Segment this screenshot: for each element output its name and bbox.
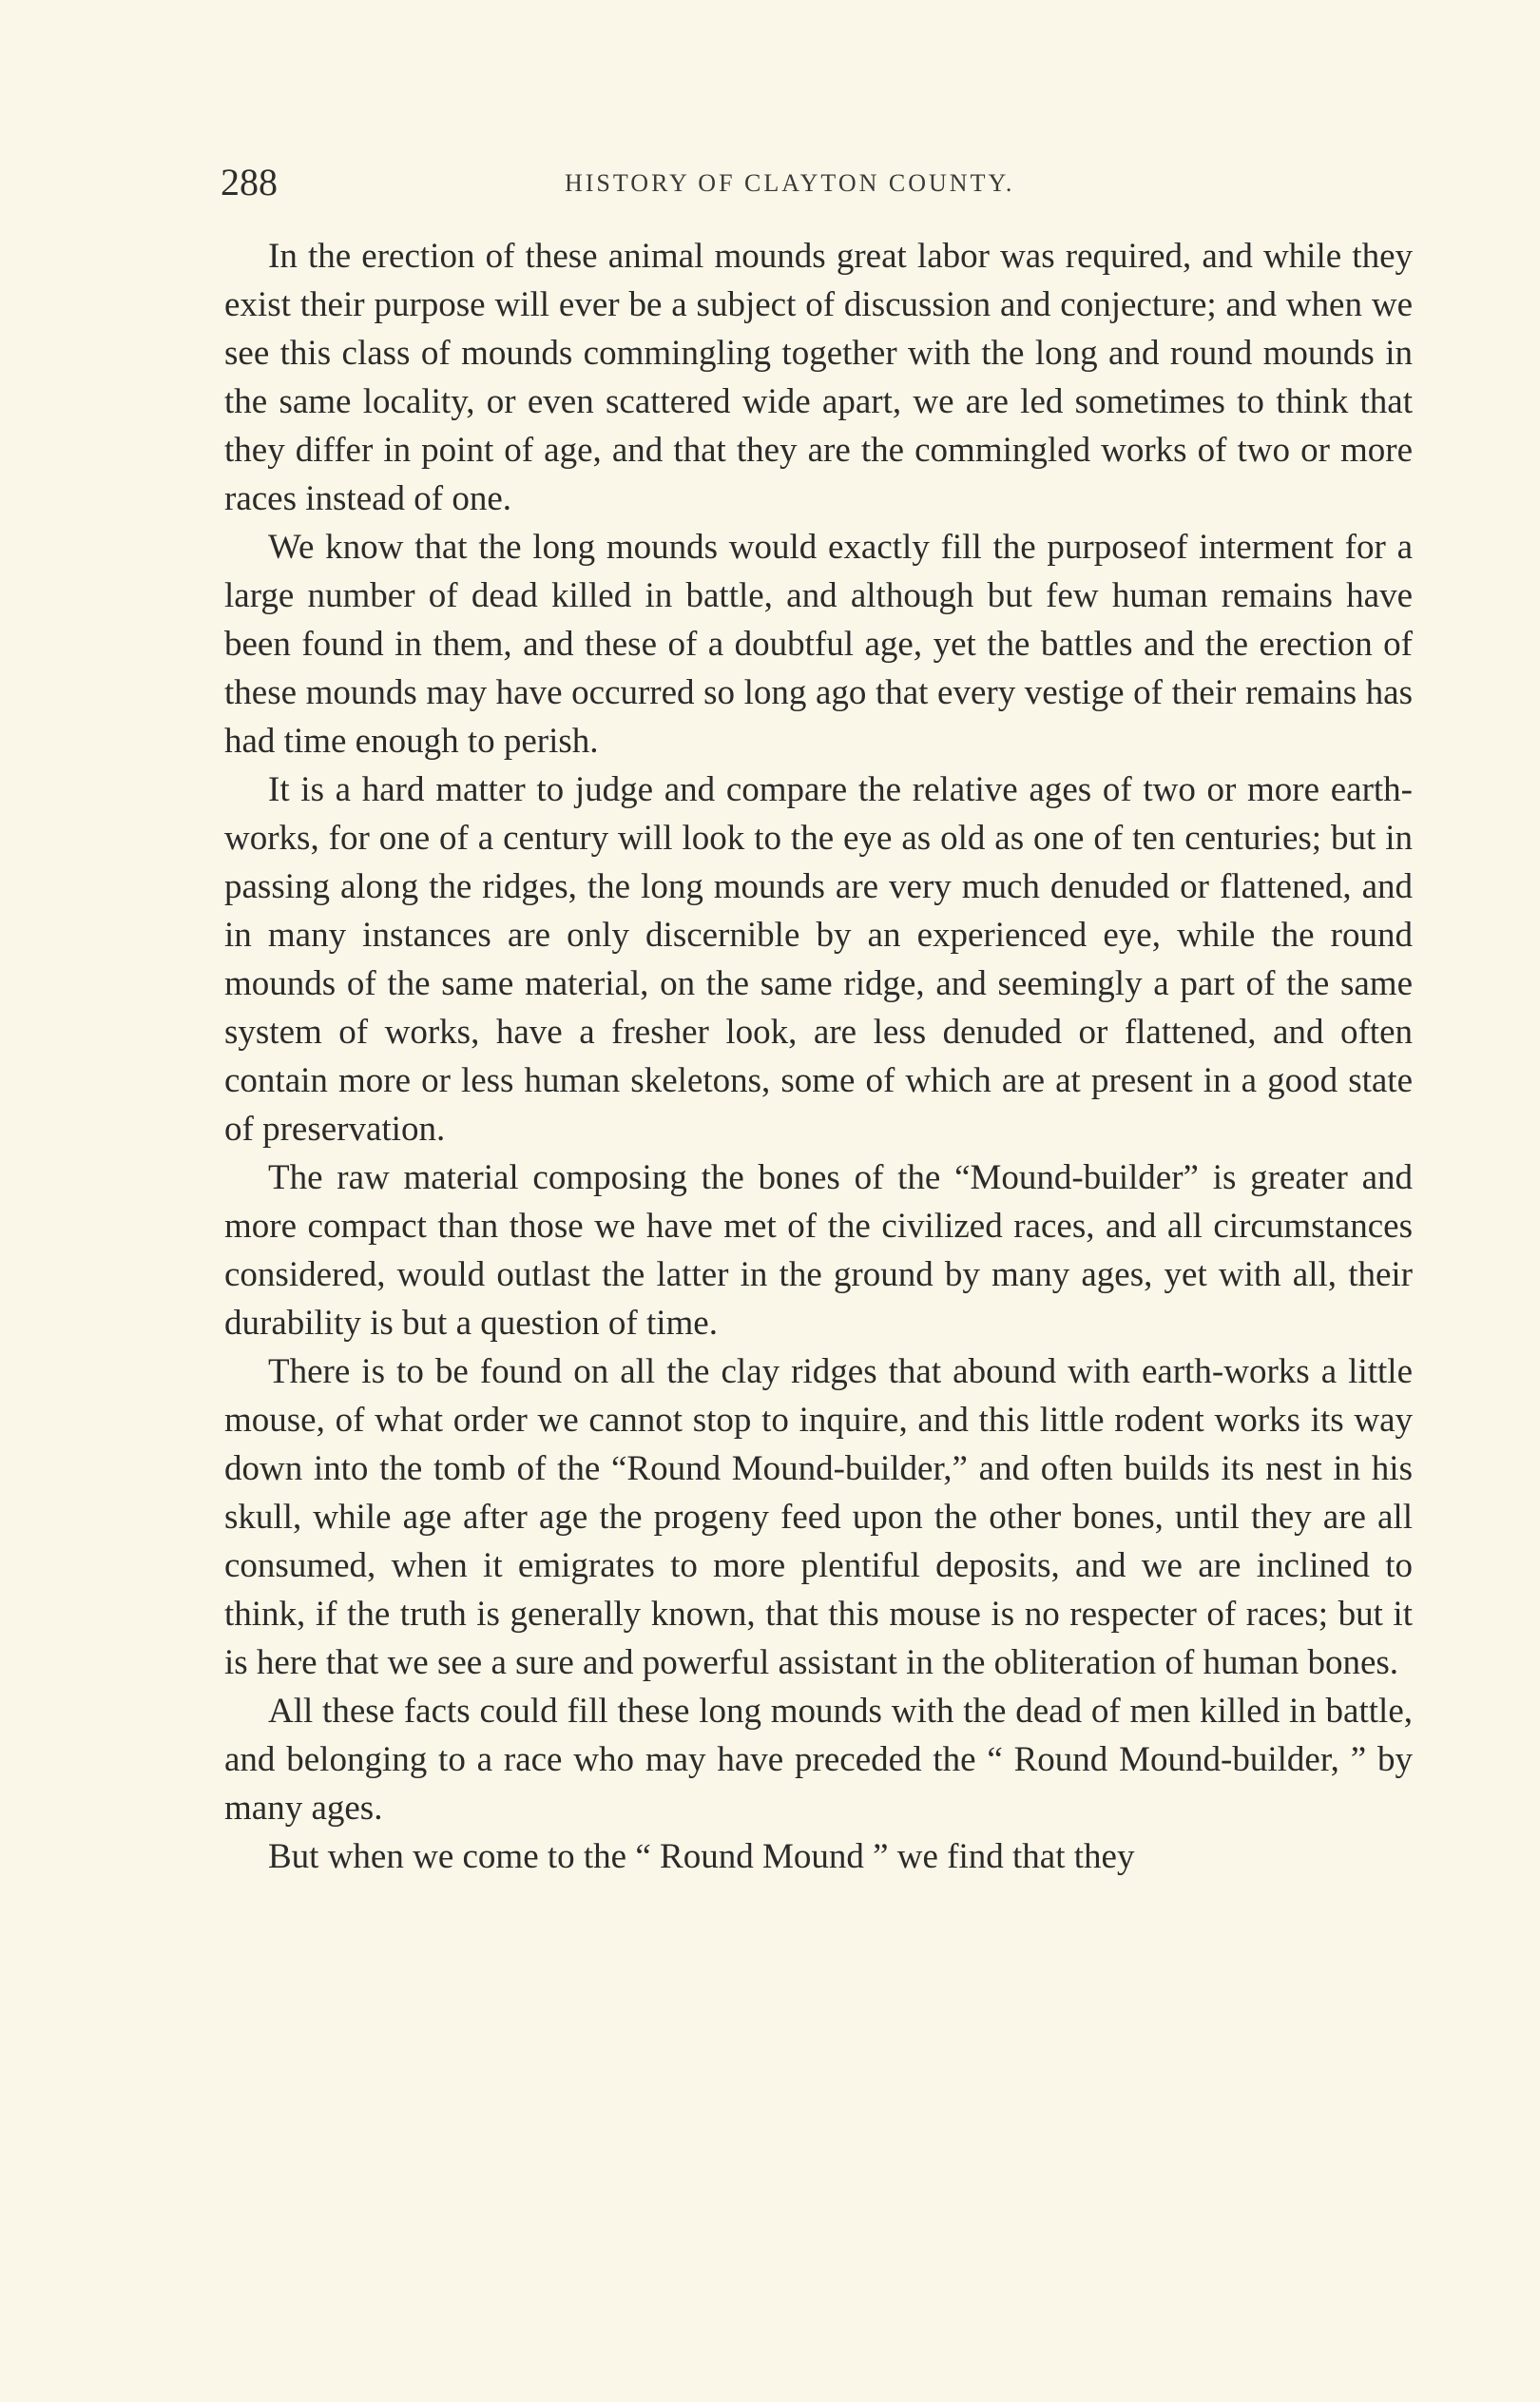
paragraph-bone-material: The raw material composing the bones of the “Mound-builder” is greater and more compact than those we have met of the civilized races, and all circumstances considered, would outlast the latter in the ground by many ages, yet with all, their durability is but a question of time. bbox=[224, 1158, 1413, 1343]
paragraph-round-mound: But when we come to the “ Round Mound ” we find that they bbox=[268, 1837, 1135, 1876]
body-text bbox=[224, 232, 1413, 1881]
paragraph-long-mounds: We know that the long mounds would exactly fill the purposeof interment for a large number of dead killed in battle, and although but few human remains have been found in them, and these of a doubtful age, yet the battles and the erection of these mounds may have occurred so long ago that every vestige of their remains has had time enough to perish. bbox=[224, 528, 1413, 761]
paragraph-facts: All these facts could fill these long mounds with the dead of men killed in battle, and belonging to a race who may have preceded the “ Round Mound-builder, ” by many ages. bbox=[224, 1692, 1413, 1828]
paragraph-relative-ages: It is a hard matter to judge and compare the relative ages of two or more earth-works, for one of a century will look to the eye as old as one of ten centuries; but in passing along the ridges, the long mounds are very much denuded or flattened, and in many instances are only discernible by an experienced eye, while the round mounds of the same material, on the same ridge, and seemingly a part of the same system of works, have a fresher look, are less denuded or flattened, and often contain more or less human skeletons, some of which are at present in a good state of preservation. bbox=[224, 770, 1413, 1149]
paragraph-mouse: There is to be found on all the clay ridges that abound with earth-works a little mouse, of what order we cannot stop to inquire, and this little rodent works its way down into the tomb of the “Round Mound-builder,” and often builds its nest in his skull, while age after age the progeny feed upon the other bones, until they are all consumed, when it emigrates to more plentiful deposits, and we are inclined to think, if the truth is generally known, that this mouse is no respecter of races; but it is here that we see a sure and powerful assistant in the obliteration of human bones. bbox=[224, 1352, 1413, 1682]
running-head bbox=[221, 160, 1418, 207]
paragraph-animal-mounds: In the erection of these animal mounds great labor was required, and while they exist their purpose will ever be a subject of discussion and conjecture; and when we see this class of mounds commingling together with the long and round mounds in the same locality, or even scattered wide apart, we are led sometimes to think that they differ in point of age, and that they are the commingled works of two or more races instead of one. bbox=[224, 237, 1413, 518]
page-number: 288 bbox=[221, 161, 278, 203]
running-title: HISTORY OF CLAYTON COUNTY. bbox=[565, 169, 1015, 197]
